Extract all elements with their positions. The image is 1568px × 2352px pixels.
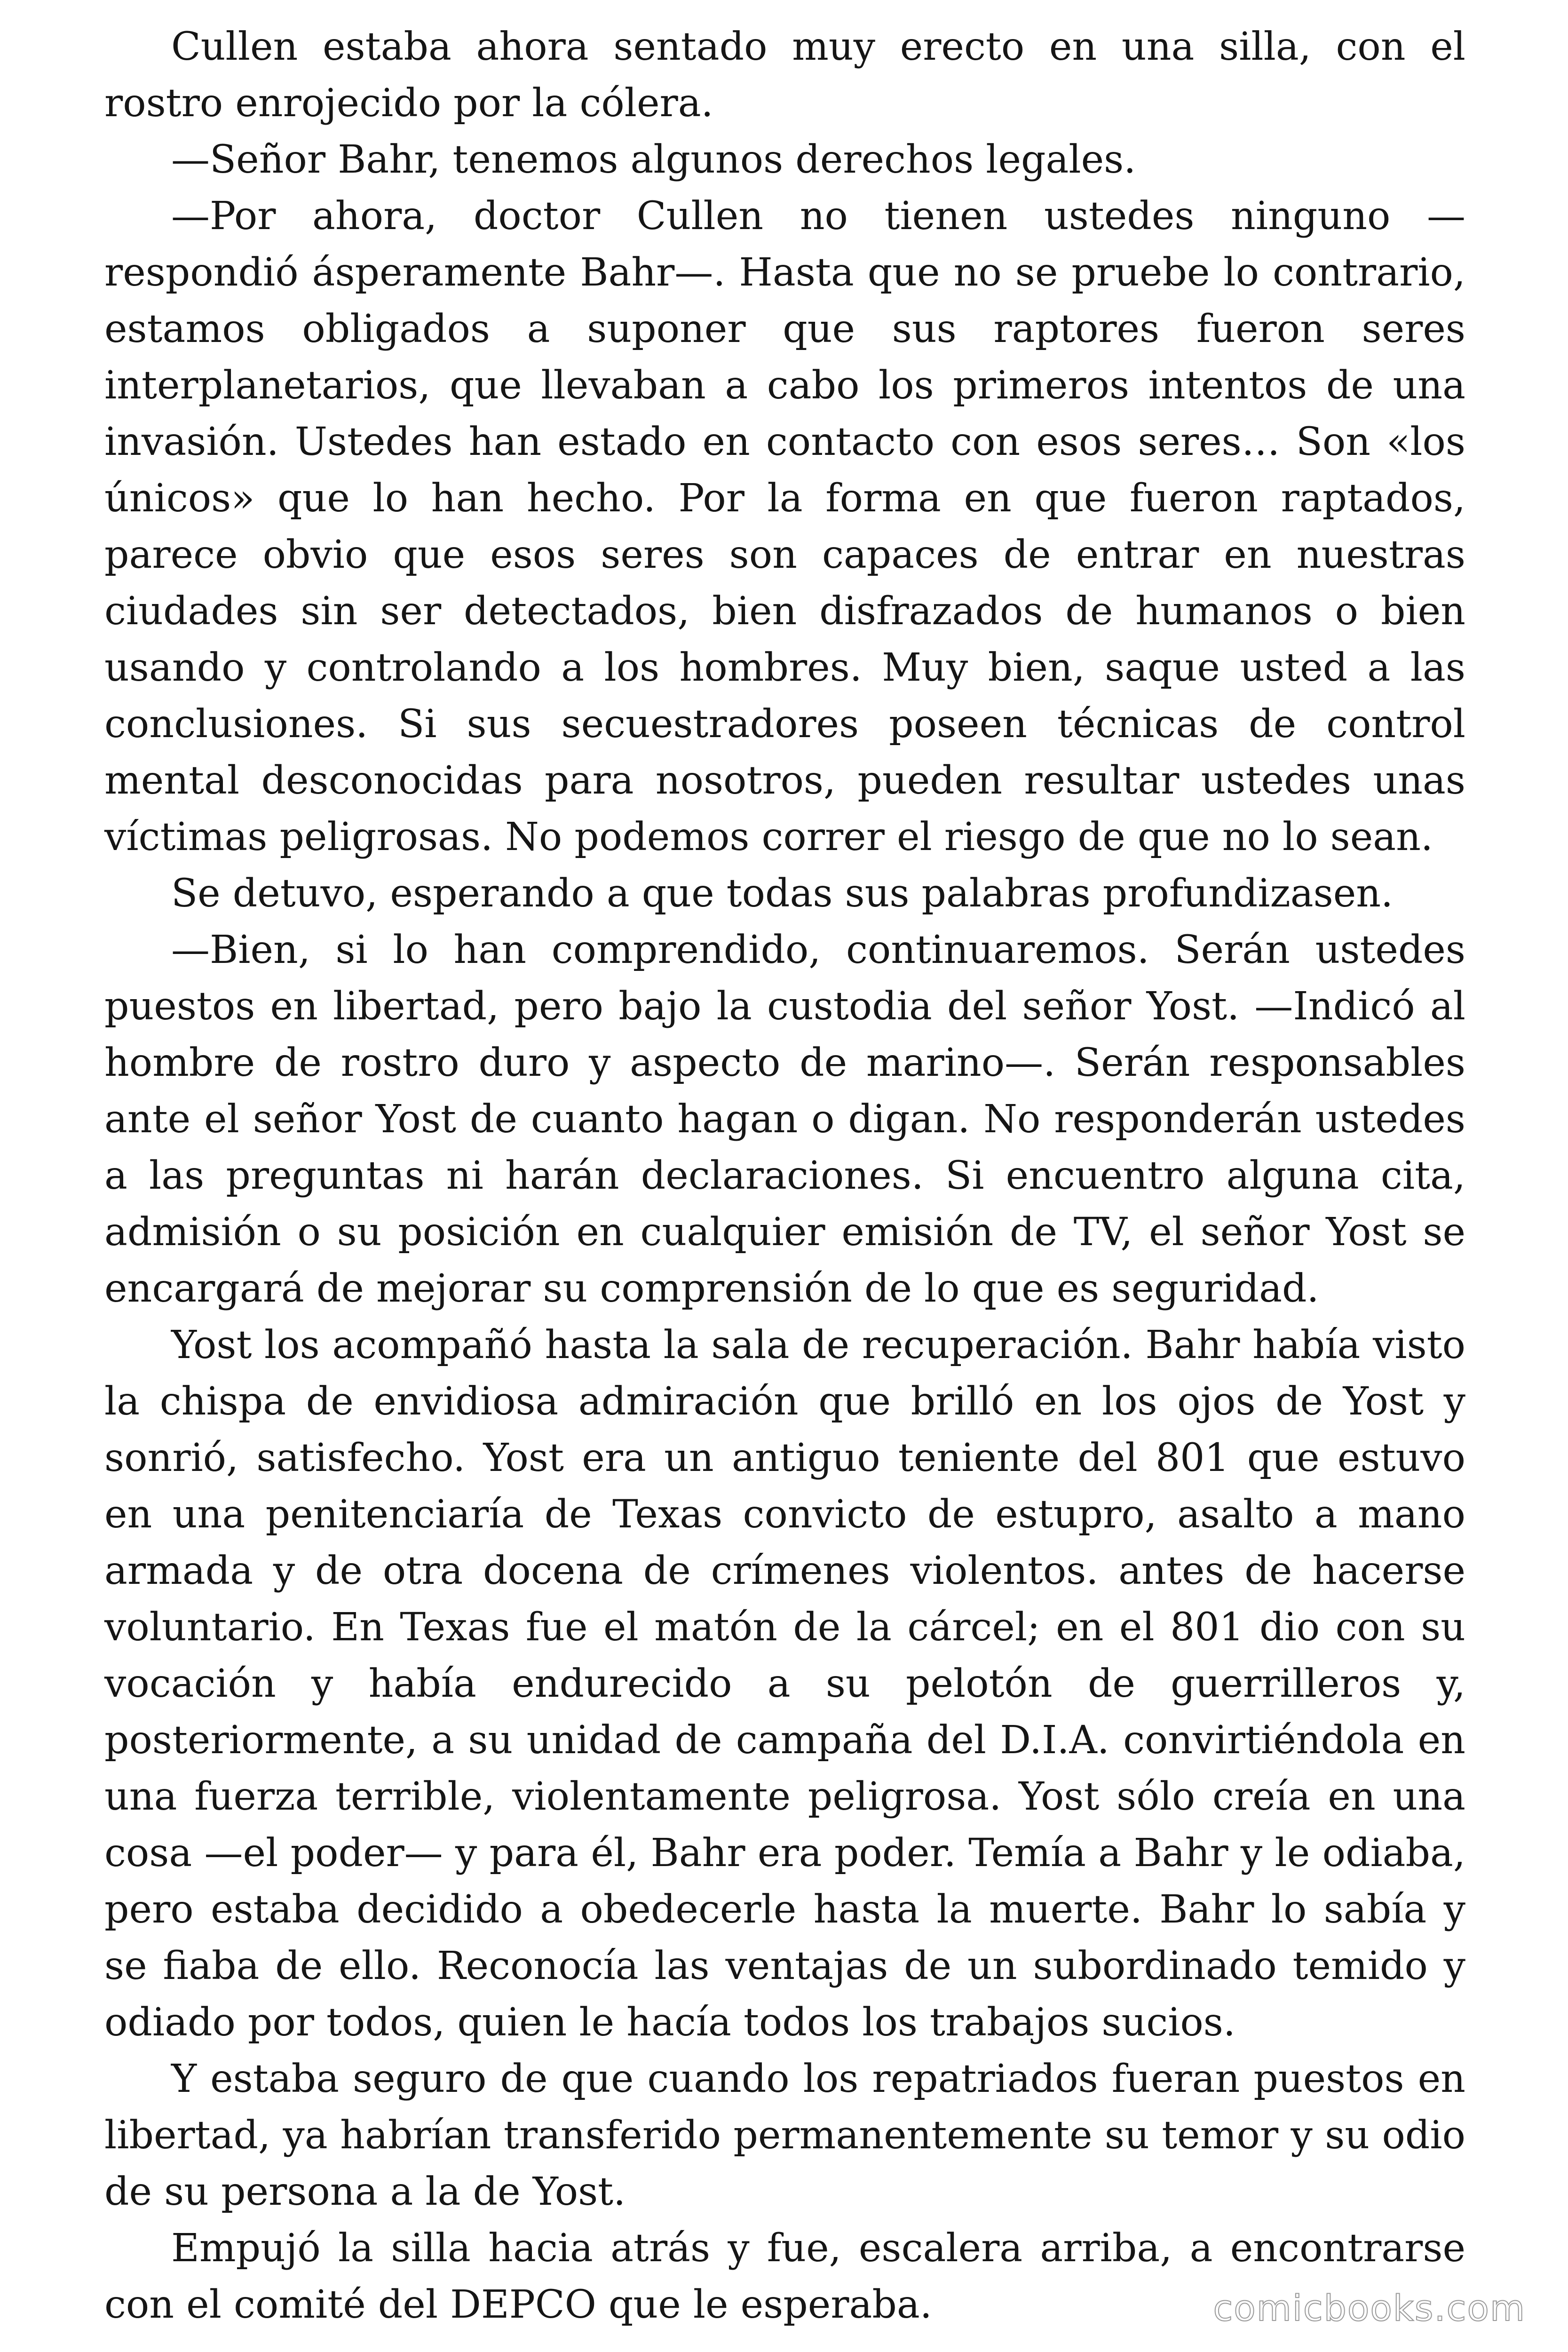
paragraph-2: —Señor Bahr, tenemos algunos derechos legales. bbox=[171, 137, 1136, 182]
paragraph-4: Se detuvo, esperando a que todas sus palabras profundizasen. bbox=[171, 871, 1394, 916]
paragraph-1: Cullen estaba ahora sentado muy erecto en una silla, con el rostro enrojecido por la cólera. bbox=[104, 24, 1465, 126]
paragraph-6: Yost los acompañó hasta la sala de recuperación. Bahr había visto la chispa de envidiosa admiración que brilló en los ojos de Yost y sonrió, satisfecho. Yost era un antiguo teniente del 801 que estuvo en una penitenciaría de Texas convicto de estupro, asalto a mano armada y de otra docena de crímenes violentos. antes de hacerse voluntario. En Texas fue el matón de la cárcel; en el 801 dio con su vocación y había endurecido a su pelotón de guerrilleros y, posteriormente, a su unidad de campaña del D.I.A. convirtiéndola en una fuerza terrible, violentamente peligrosa. Yost sólo creía en una cosa —el poder— y para él, Bahr era poder. Temía a Bahr y le odiaba, pero estaba decidido a obedecerle hasta la muerte. Bahr lo sabía y se fiaba de ello. Reconocía las ventajas de un subordinado temido y odiado por todos, quien le hacía todos los trabajos sucios. bbox=[104, 1323, 1465, 2045]
book-page-body bbox=[104, 19, 1465, 2333]
paragraph-5: —Bien, si lo han comprendido, continuaremos. Serán ustedes puestos en libertad, pero bajo la custodia del señor Yost. —Indicó al hombre de rostro duro y aspecto de marino—. Serán responsables ante el señor Yost de cuanto hagan o digan. No responderán ustedes a las preguntas ni harán declaraciones. Si encuentro alguna cita, admisión o su posición en cualquier emisión de TV, el señor Yost se encargará de mejorar su comprensión de lo que es seguridad. bbox=[104, 928, 1465, 1311]
watermark-text: comicbooks.com bbox=[1213, 2287, 1526, 2329]
paragraph-3: —Por ahora, doctor Cullen no tienen ustedes ninguno —respondió ásperamente Bahr—. Hasta que no se pruebe lo contrario, estamos obligados a suponer que sus raptores fueron seres interplanetarios, que llevaban a cabo los primeros intentos de una invasión. Ustedes han estado en contacto con esos seres… Son «los únicos» que lo han hecho. Por la forma en que fueron raptados, parece obvio que esos seres son capaces de entrar en nuestras ciudades sin ser detectados, bien disfrazados de humanos o bien usando y controlando a los hombres. Muy bien, saque usted a las conclusiones. Si sus secuestradores poseen técnicas de control mental desconocidas para nosotros, pueden resultar ustedes unas víctimas peligrosas. No podemos correr el riesgo de que no lo sean. bbox=[104, 194, 1465, 859]
paragraph-8: Empujó la silla hacia atrás y fue, escalera arriba, a encontrarse con el comité del DEPCO que le esperaba. bbox=[104, 2226, 1465, 2327]
paragraph-7: Y estaba seguro de que cuando los repatriados fueran puestos en libertad, ya habrían transferido permanentemente su temor y su odio de su persona a la de Yost. bbox=[104, 2057, 1465, 2214]
